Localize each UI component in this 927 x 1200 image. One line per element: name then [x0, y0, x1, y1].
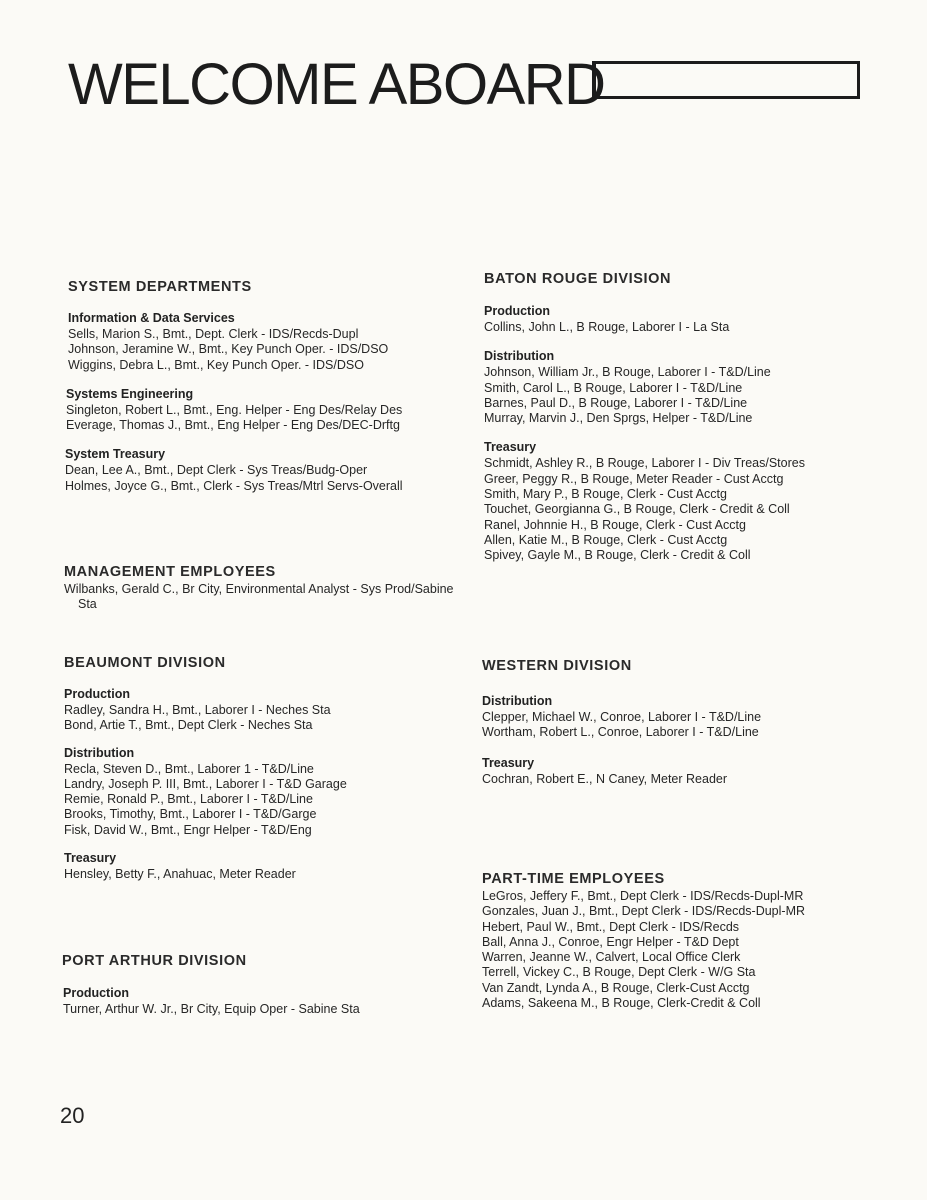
employee-entry: Clepper, Michael W., Conroe, Laborer I - T&D/Line [482, 710, 762, 724]
employee-entry: Hebert, Paul W., Bmt., Dept Clerk - IDS/Recds [482, 919, 740, 934]
page-number: 20 [60, 1103, 85, 1128]
subsection-title: Production [484, 304, 550, 318]
section-management-employees [64, 563, 464, 613]
subsection-title: Information & Data Services [68, 311, 235, 325]
employee-entry: Wiggins, Debra L., Bmt., Key Punch Oper. - IDS/DSO [68, 357, 364, 372]
employee-entry: Ball, Anna J., Conroe, Engr Helper - T&D Dept [482, 934, 739, 949]
subsection-treasury [482, 756, 882, 787]
employee-entry: Smith, Mary P., B Rouge, Clerk - Cust Acctg [484, 487, 727, 502]
section-title: MANAGEMENT EMPLOYEES [64, 564, 276, 580]
subsection-distribution [484, 349, 882, 426]
title-rule-box [592, 61, 860, 99]
subsection-title: Treasury [484, 440, 537, 455]
employee-entry: Hensley, Betty F., Anahuac, Meter Reader [64, 867, 296, 882]
employee-entry: Wortham, Robert L., Conroe, Laborer I - T&D/Line [482, 725, 759, 740]
subsection-distribution [482, 694, 882, 741]
section-system-departments [64, 278, 464, 503]
section-beaumont-division [64, 654, 464, 891]
employee-entry: Van Zandt, Lynda A., B Rouge, Clerk-Cust Acctg [482, 980, 750, 995]
employee-entry: Warren, Jeanne W., Calvert, Local Office Clerk [482, 950, 741, 965]
subsection-production [63, 986, 464, 1017]
employee-entry: Dean, Lee A., Bmt., Dept Clerk - Sys Treas/Budg-Oper [65, 463, 368, 478]
employee-entry: Everage, Thomas J., Bmt., Eng Helper - Eng Des/DEC-Drftg [66, 418, 400, 433]
employee-entry: Brooks, Timothy, Bmt., Laborer I - T&D/Garge [64, 807, 317, 822]
subsection-title: Treasury [64, 851, 117, 866]
employee-entry: Spivey, Gayle M., B Rouge, Clerk - Credit & Coll [484, 548, 751, 563]
section-title: PORT ARTHUR DIVISION [62, 953, 247, 969]
subsection-title: Production [64, 687, 130, 701]
employee-entry: Murray, Marvin J., Den Sprgs, Helper - T&D/Line [484, 411, 753, 426]
section-title: WESTERN DIVISION [482, 658, 632, 674]
employee-entry: Johnson, William Jr., B Rouge, Laborer I - T&D/Line [484, 365, 771, 380]
employee-entry: Ranel, Johnnie H., B Rouge, Clerk - Cust Acctg [484, 517, 746, 532]
employee-entry: Collins, John L., B Rouge, Laborer I - La Sta [484, 320, 730, 334]
employee-entry: LeGros, Jeffery F., Bmt., Dept Clerk - IDS/Recds-Dupl-MR [482, 889, 804, 903]
section-western-division [482, 657, 882, 796]
employee-entry: Wilbanks, Gerald C., Br City, Environmental Analyst - Sys Prod/Sabine Sta [64, 582, 454, 612]
section-port-arthur-division [64, 952, 464, 1026]
section-title: BEAUMONT DIVISION [64, 655, 226, 671]
page-title: WELCOME ABOARD [68, 52, 605, 117]
subsection-distribution [64, 746, 464, 838]
employee-entry: Cochran, Robert E., N Caney, Meter Reader [482, 771, 728, 786]
section-title: SYSTEM DEPARTMENTS [68, 279, 252, 295]
employee-entry: Singleton, Robert L., Bmt., Eng. Helper - Eng Des/Relay Des [66, 402, 403, 417]
employee-entry: Barnes, Paul D., B Rouge, Laborer I - T&D/Line [484, 395, 748, 410]
employee-entry: Greer, Peggy R., B Rouge, Meter Reader - Cust Acctg [484, 471, 784, 486]
employee-entry: Gonzales, Juan J., Bmt., Dept Clerk - IDS/Recds-Dupl-MR [482, 904, 806, 919]
subsection-information-data-services [68, 311, 464, 373]
subsection-treasury [64, 851, 464, 882]
section-part-time-employees [482, 870, 882, 1011]
subsection-title: Production [63, 986, 129, 1000]
subsection-production [484, 304, 882, 335]
employee-entry: Remie, Ronald P., Bmt., Laborer I - T&D/Line [64, 792, 313, 807]
subsection-title: Systems Engineering [66, 386, 194, 401]
employee-entry: Terrell, Vickey C., B Rouge, Dept Clerk - W/G Sta [482, 965, 756, 980]
employee-entry: Allen, Katie M., B Rouge, Clerk - Cust Acctg [484, 532, 728, 547]
subsection-production [64, 687, 464, 734]
employee-entry: Landry, Joseph P. III, Bmt., Laborer I - T&D Garage [64, 776, 347, 791]
employee-entry: Turner, Arthur W. Jr., Br City, Equip Oper - Sabine Sta [63, 1002, 360, 1016]
employee-entry: Adams, Sakeena M., B Rouge, Clerk-Credit & Coll [482, 996, 761, 1011]
subsection-systems-engineering [66, 387, 464, 434]
employee-entry: Smith, Carol L., B Rouge, Laborer I - T&D/Line [484, 380, 743, 395]
employee-entry: Holmes, Joyce G., Bmt., Clerk - Sys Treas/Mtrl Servs-Overall [65, 478, 403, 493]
subsection-title: Distribution [482, 694, 553, 708]
employee-entry: Recla, Steven D., Bmt., Laborer 1 - T&D/Line [64, 761, 314, 776]
employee-entry: Sells, Marion S., Bmt., Dept. Clerk - IDS/Recds-Dupl [68, 327, 359, 341]
subsection-system-treasury [65, 447, 464, 494]
section-title: BATON ROUGE DIVISION [484, 271, 672, 287]
subsection-treasury [484, 440, 882, 563]
employee-entry: Schmidt, Ashley R., B Rouge, Laborer I - Div Treas/Stores [484, 456, 805, 471]
subsection-title: Distribution [484, 349, 555, 364]
employee-entry: Fisk, David W., Bmt., Engr Helper - T&D/Eng [64, 822, 312, 837]
subsection-title: System Treasury [65, 447, 166, 462]
section-title: PART-TIME EMPLOYEES [482, 871, 665, 887]
employee-entry: Touchet, Georgianna G., B Rouge, Clerk - Credit & Coll [484, 502, 790, 517]
employee-entry: Radley, Sandra H., Bmt., Laborer I - Neches Sta [64, 703, 331, 717]
section-baton-rouge-division [482, 270, 882, 573]
employee-entry: Bond, Artie T., Bmt., Dept Clerk - Neches Sta [64, 718, 313, 733]
employee-entry: Johnson, Jeramine W., Bmt., Key Punch Oper. - IDS/DSO [68, 342, 389, 357]
subsection-title: Treasury [482, 755, 535, 770]
subsection-title: Distribution [64, 745, 135, 760]
